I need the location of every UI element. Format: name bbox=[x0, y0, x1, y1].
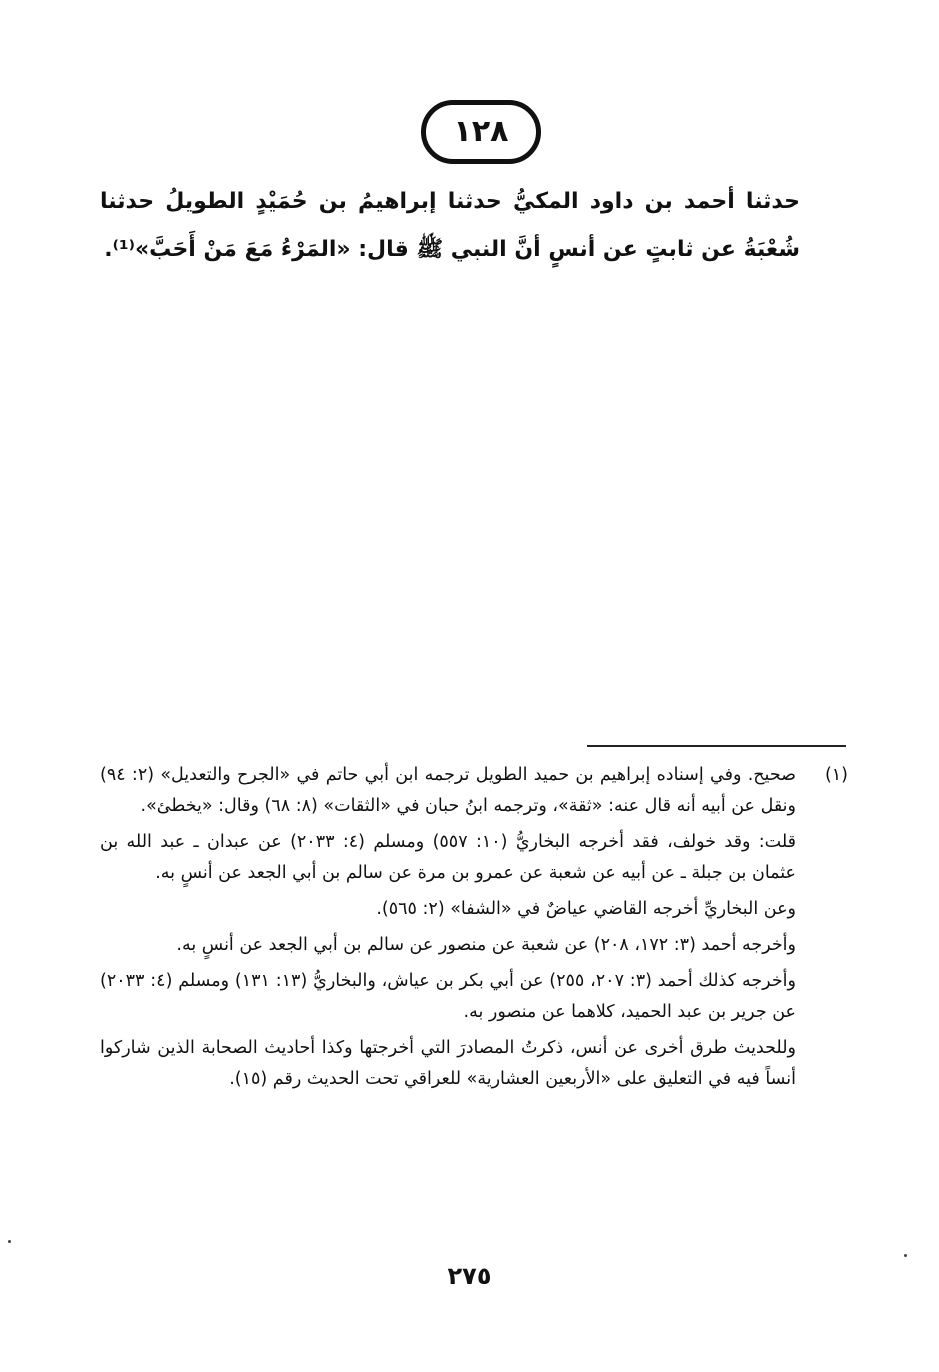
footnote-paragraph: وعن البخاريِّ أخرجه القاضي عياضٌ في «الشفا» (٢: ٥٦٥). bbox=[376, 899, 796, 919]
footnote-paragraph: صحيح. وفي إسناده إبراهيم بن حميد الطويل ترجمه ابن أبي حاتم في «الجرح والتعديل» (٢: ٩٤) ونقل عن أبيه أنه قال عنه: «ثقة»، وترجمه ابنُ حبان في «الثقات» (٨: ٦٨) وقال: «يخطئ». bbox=[100, 765, 796, 816]
footnote-separator bbox=[587, 745, 846, 747]
footnotes bbox=[100, 760, 848, 1100]
footnote-paragraph: وللحديث طرق أخرى عن أنس، ذكرتُ المصادرَ التي أخرجتها وكذا أحاديث الصحابة الذين شاركوا أنساً فيه في التعليق على «الأربعين العشارية» للعراقي تحت الحديث رقم (١٥). bbox=[100, 1038, 796, 1089]
scan-speck bbox=[904, 1254, 907, 1257]
footnote-paragraph: وأخرجه كذلك أحمد (٣: ٢٠٧، ٢٥٥) عن أبي بكر بن عياش، والبخاريُّ (١٣: ١٣١) ومسلم (٤: ٢٠٣٣) عن جرير بن عبد الحميد، كلاهما عن منصور به. bbox=[100, 971, 796, 1022]
hadith-number-frame bbox=[421, 100, 541, 164]
footnote-body bbox=[100, 760, 796, 1100]
hadith-number: ١٢٨ bbox=[453, 114, 509, 149]
footnote-paragraph: وأخرجه أحمد (٣: ١٧٢، ٢٠٨) عن شعبة عن منصور عن سالم بن أبي الجعد عن أنسٍ به. bbox=[176, 935, 796, 955]
scan-speck bbox=[8, 1240, 11, 1243]
footnote-paragraph: قلت: وقد خولف، فقد أخرجه البخاريُّ (١٠: ٥٥٧) ومسلم (٤: ٢٠٣٣) عن عبدان ـ عبد الله بن عثمان بن جبلة ـ عن أبيه عن شعبة عن عمرو بن مرة عن سالم بن أبي الجعد عن أنسٍ به. bbox=[100, 832, 796, 883]
footnote-1 bbox=[100, 760, 848, 1100]
hadith-text: حدثنا أحمد بن داود المكيُّ حدثنا إبراهيمُ بن حُمَيْدٍ الطويلُ حدثنا شُعْبَةُ عن ثابتٍ عن أنسٍ أنَّ النبي ﷺ قال: «المَرْءُ مَعَ مَنْ أَحَبَّ»⁽¹⁾. bbox=[100, 189, 800, 262]
footnote-marker: (١) bbox=[824, 765, 848, 785]
page-number: ٢٧٥ bbox=[447, 1262, 492, 1290]
